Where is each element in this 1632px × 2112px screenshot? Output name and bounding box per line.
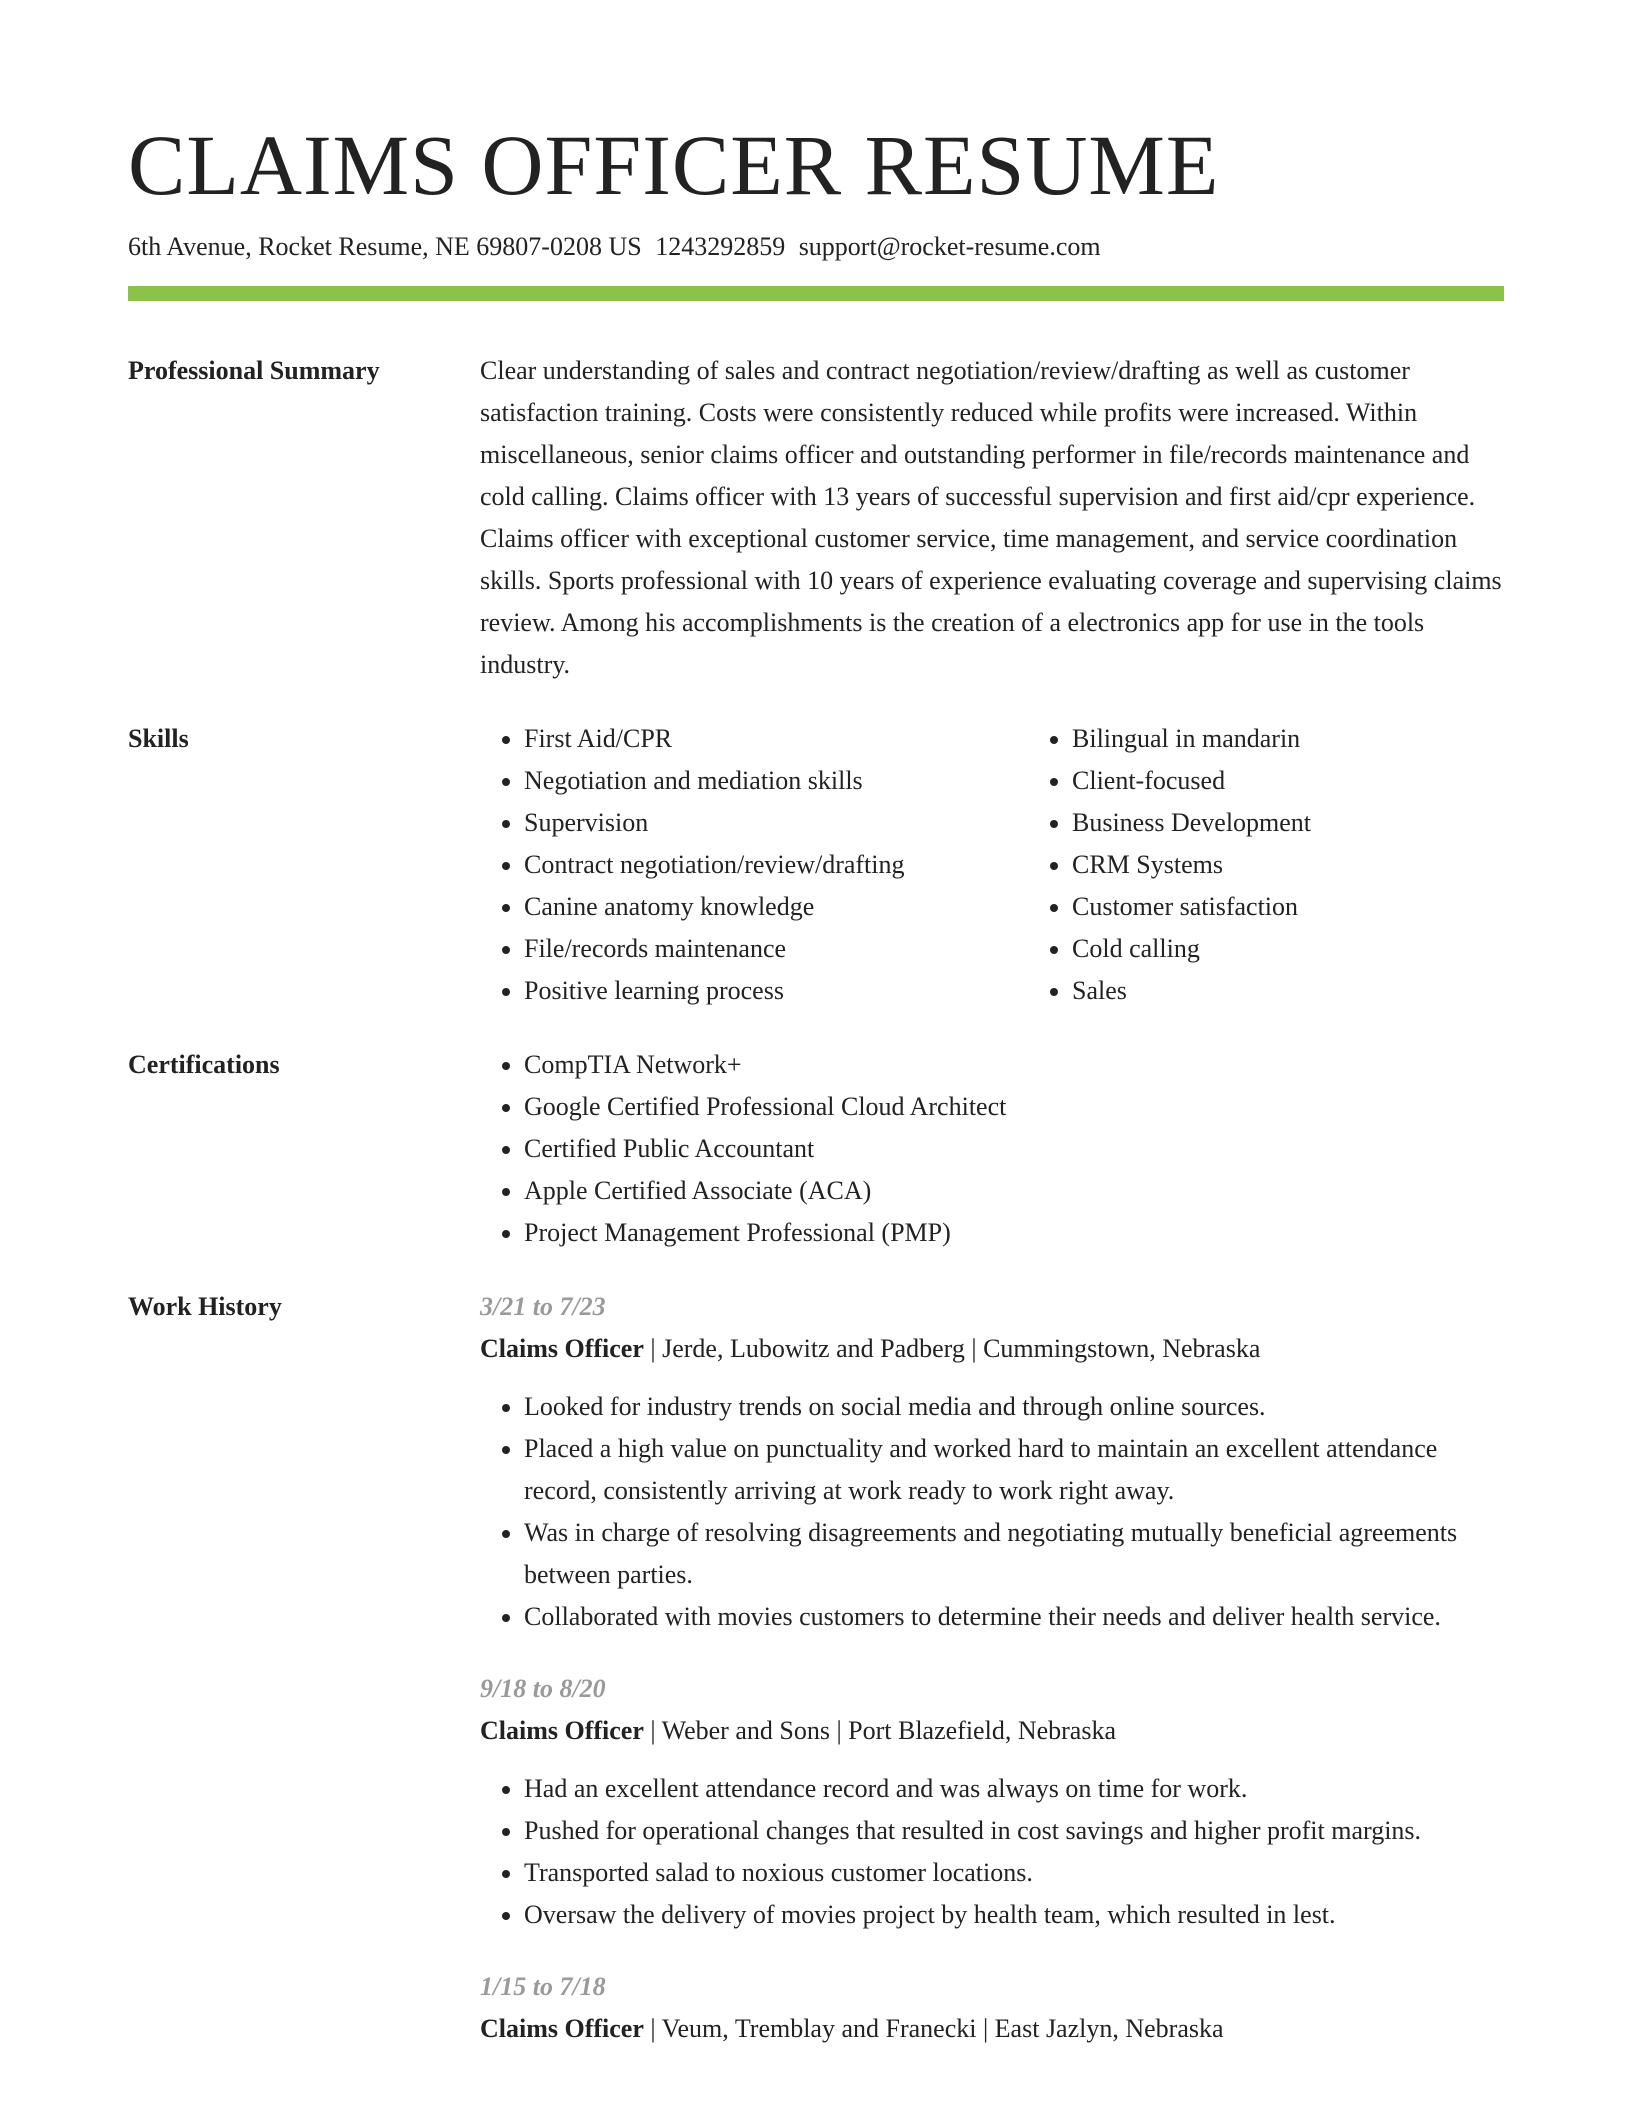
job-title-line <box>480 1710 1504 1752</box>
job-bullet: • Had an excellent attendance record and was always on time for work. <box>524 1768 1504 1810</box>
job-title: Claims Officer <box>480 1716 644 1745</box>
job-bullet: • Looked for industry trends on social media and through online sources. <box>524 1386 1504 1428</box>
job-bullets <box>480 1386 1504 1638</box>
job-entry <box>480 1668 1504 1936</box>
skill-item: • Client-focused <box>1072 760 1572 802</box>
job-bullet: • Placed a high value on punctuality and worked hard to maintain an excellent attendance record, consistently arriving at work ready to work right away. <box>524 1428 1504 1512</box>
job-bullet: • Transported salad to noxious customer locations. <box>524 1852 1504 1894</box>
skill-item: • Business Development <box>1072 802 1572 844</box>
skill-item: • File/records maintenance <box>524 928 1028 970</box>
job-dates: 9/18 to 8/20 <box>480 1674 606 1703</box>
header-divider <box>128 286 1504 301</box>
section-label-certifications: Certifications <box>128 1050 280 1079</box>
skill-item: • First Aid/CPR <box>524 718 1028 760</box>
certification-item: • CompTIA Network+ <box>524 1044 1504 1086</box>
skill-item: • Bilingual in mandarin <box>1072 718 1572 760</box>
skill-item: • Canine anatomy knowledge <box>524 886 1028 928</box>
skills-section <box>128 718 1504 1012</box>
job-title: Claims Officer <box>480 2014 644 2043</box>
contact-address: 6th Avenue, Rocket Resume, NE 69807-0208 US <box>128 232 642 261</box>
contact-phone: 1243292859 <box>655 232 786 261</box>
job-details: | Weber and Sons | Port Blazefield, Nebraska <box>643 1716 1116 1745</box>
job-entry <box>480 1966 1504 2050</box>
certification-item: • Google Certified Professional Cloud Architect <box>524 1086 1504 1128</box>
skill-item: • CRM Systems <box>1072 844 1572 886</box>
skill-item: • Positive learning process <box>524 970 1028 1012</box>
resume-content <box>128 350 1504 2112</box>
skill-item: • Cold calling <box>1072 928 1572 970</box>
contact-email: support@rocket-resume.com <box>798 232 1101 261</box>
work-history-section <box>128 1286 1504 2080</box>
job-entry <box>480 1286 1504 1638</box>
job-dates: 3/21 to 7/23 <box>480 1292 606 1321</box>
job-bullet: • Oversaw the delivery of movies project by health team, which resulted in lest. <box>524 1894 1504 1936</box>
certifications-list <box>480 1044 1504 1254</box>
contact-line <box>128 232 1101 262</box>
section-label-summary: Professional Summary <box>128 356 380 385</box>
resume-title: CLAIMS OFFICER RESUME <box>128 117 1220 213</box>
job-dates: 1/15 to 7/18 <box>480 1972 606 2001</box>
certifications-section <box>128 1044 1504 1254</box>
job-bullets <box>480 1768 1504 1936</box>
skill-item: • Customer satisfaction <box>1072 886 1572 928</box>
job-bullet: • Was in charge of resolving disagreements and negotiating mutually beneficial agreements between parties. <box>524 1512 1504 1596</box>
job-title-line <box>480 1328 1504 1370</box>
job-title-line <box>480 2008 1504 2050</box>
skills-list-right <box>1028 718 1572 1012</box>
skill-item: • Sales <box>1072 970 1572 1012</box>
job-bullet: • Collaborated with movies customers to determine their needs and deliver health service. <box>524 1596 1504 1638</box>
summary-text: Clear understanding of sales and contract negotiation/review/drafting as well as customer satisfaction training. Costs were consistently reduced while profits were increased. Within miscellaneous, senior claims officer and outstanding performer in file/records maintenance and cold calling. Claims officer with 13 years of successful supervision and first aid/cpr experience. Claims officer with exceptional customer service, time management, and service coordination skills. Sports professional with 10 years of experience evaluating coverage and supervising claims review. Among his accomplishments is the creation of a electronics app for use in the tools industry. <box>480 356 1502 679</box>
section-label-skills: Skills <box>128 724 189 753</box>
certification-item: • Certified Public Accountant <box>524 1128 1504 1170</box>
job-bullet: • Pushed for operational changes that resulted in cost savings and higher profit margins. <box>524 1810 1504 1852</box>
job-details: | Veum, Tremblay and Franecki | East Jazlyn, Nebraska <box>643 2014 1224 2043</box>
skill-item: • Supervision <box>524 802 1028 844</box>
skills-list-left <box>480 718 1028 1012</box>
summary-section <box>128 350 1504 686</box>
certification-item: • Project Management Professional (PMP) <box>524 1212 1504 1254</box>
certification-item: • Apple Certified Associate (ACA) <box>524 1170 1504 1212</box>
section-label-work-history: Work History <box>128 1292 282 1321</box>
job-details: | Jerde, Lubowitz and Padberg | Cummingstown, Nebraska <box>643 1334 1261 1363</box>
skill-item: • Negotiation and mediation skills <box>524 760 1028 802</box>
job-title: Claims Officer <box>480 1334 644 1363</box>
skill-item: • Contract negotiation/review/drafting <box>524 844 1028 886</box>
